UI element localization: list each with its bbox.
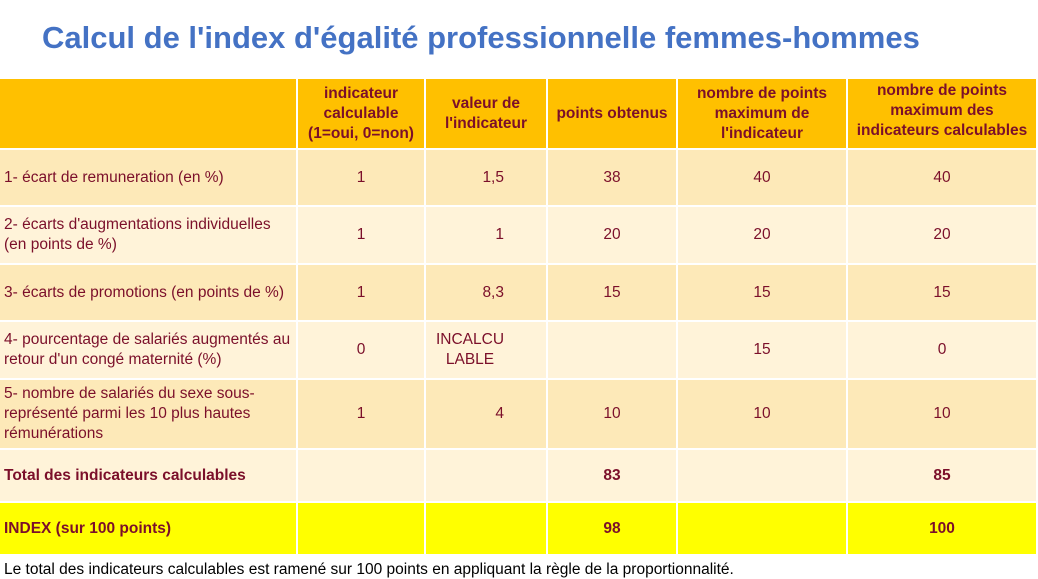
table-row bbox=[0, 150, 1036, 207]
cell-max-indicateur: 40 bbox=[678, 150, 848, 207]
total-label: Total des indicateurs calculables bbox=[0, 450, 298, 503]
cell-valeur: 8,3 bbox=[426, 265, 548, 322]
row-label: 1- écart de remuneration (en %) bbox=[0, 150, 298, 207]
header-calculable: indicateur calculable (1=oui, 0=non) bbox=[298, 79, 426, 150]
cell-max-calculables: 20 bbox=[848, 207, 1036, 265]
index-empty-cell bbox=[678, 503, 848, 554]
total-empty-cell bbox=[426, 450, 548, 503]
cell-calculable: 1 bbox=[298, 380, 426, 450]
cell-calculable: 1 bbox=[298, 150, 426, 207]
cell-max-indicateur: 15 bbox=[678, 322, 848, 380]
total-row bbox=[0, 450, 1036, 503]
cell-max-calculables: 10 bbox=[848, 380, 1036, 450]
cell-points: 15 bbox=[548, 265, 678, 322]
total-points: 83 bbox=[548, 450, 678, 503]
cell-points: 20 bbox=[548, 207, 678, 265]
row-label: 2- écarts d'augmentations individuelles (en points de %) bbox=[0, 207, 298, 265]
cell-points bbox=[548, 322, 678, 380]
cell-points: 10 bbox=[548, 380, 678, 450]
row-label: 4- pourcentage de salariés augmentés au retour d'un congé maternité (%) bbox=[0, 322, 298, 380]
index-label: INDEX (sur 100 points) bbox=[0, 503, 298, 554]
cell-calculable: 1 bbox=[298, 207, 426, 265]
table-row bbox=[0, 265, 1036, 322]
header-valeur: valeur de l'indicateur bbox=[426, 79, 548, 150]
cell-max-calculables: 0 bbox=[848, 322, 1036, 380]
index-max-calculables: 100 bbox=[848, 503, 1036, 554]
table-row bbox=[0, 380, 1036, 450]
cell-max-indicateur: 20 bbox=[678, 207, 848, 265]
cell-calculable: 1 bbox=[298, 265, 426, 322]
header-max-calculables: nombre de points maximum des indicateurs calculables bbox=[848, 79, 1036, 150]
cell-valeur: 4 bbox=[426, 380, 548, 450]
cell-max-calculables: 15 bbox=[848, 265, 1036, 322]
cell-max-calculables: 40 bbox=[848, 150, 1036, 207]
table-header-row bbox=[0, 79, 1036, 150]
cell-max-indicateur: 15 bbox=[678, 265, 848, 322]
cell-max-indicateur: 10 bbox=[678, 380, 848, 450]
total-max-calculables: 85 bbox=[848, 450, 1036, 503]
index-row bbox=[0, 503, 1036, 554]
header-empty bbox=[0, 79, 298, 150]
cell-valeur: 1,5 bbox=[426, 150, 548, 207]
table-row bbox=[0, 207, 1036, 265]
cell-points: 38 bbox=[548, 150, 678, 207]
footnote: Le total des indicateurs calculables est ramené sur 100 points en appliquant la règle de la proportionnalité. bbox=[4, 561, 734, 578]
cell-valeur: 1 bbox=[426, 207, 548, 265]
header-max-indicateur: nombre de points maximum de l'indicateur bbox=[678, 79, 848, 150]
index-points: 98 bbox=[548, 503, 678, 554]
cell-valeur: INCALCU LABLE bbox=[426, 322, 548, 380]
index-empty-cell bbox=[298, 503, 426, 554]
index-table bbox=[0, 79, 1036, 554]
table-row bbox=[0, 322, 1036, 380]
header-points-obtenus: points obtenus bbox=[548, 79, 678, 150]
row-label: 3- écarts de promotions (en points de %) bbox=[0, 265, 298, 322]
index-empty-cell bbox=[426, 503, 548, 554]
cell-calculable: 0 bbox=[298, 322, 426, 380]
total-empty-cell bbox=[298, 450, 426, 503]
total-empty-cell bbox=[678, 450, 848, 503]
page-title: Calcul de l'index d'égalité professionnelle femmes-hommes bbox=[42, 20, 920, 55]
row-label: 5- nombre de salariés du sexe sous-représenté parmi les 10 plus hautes rémunérations bbox=[0, 380, 298, 450]
